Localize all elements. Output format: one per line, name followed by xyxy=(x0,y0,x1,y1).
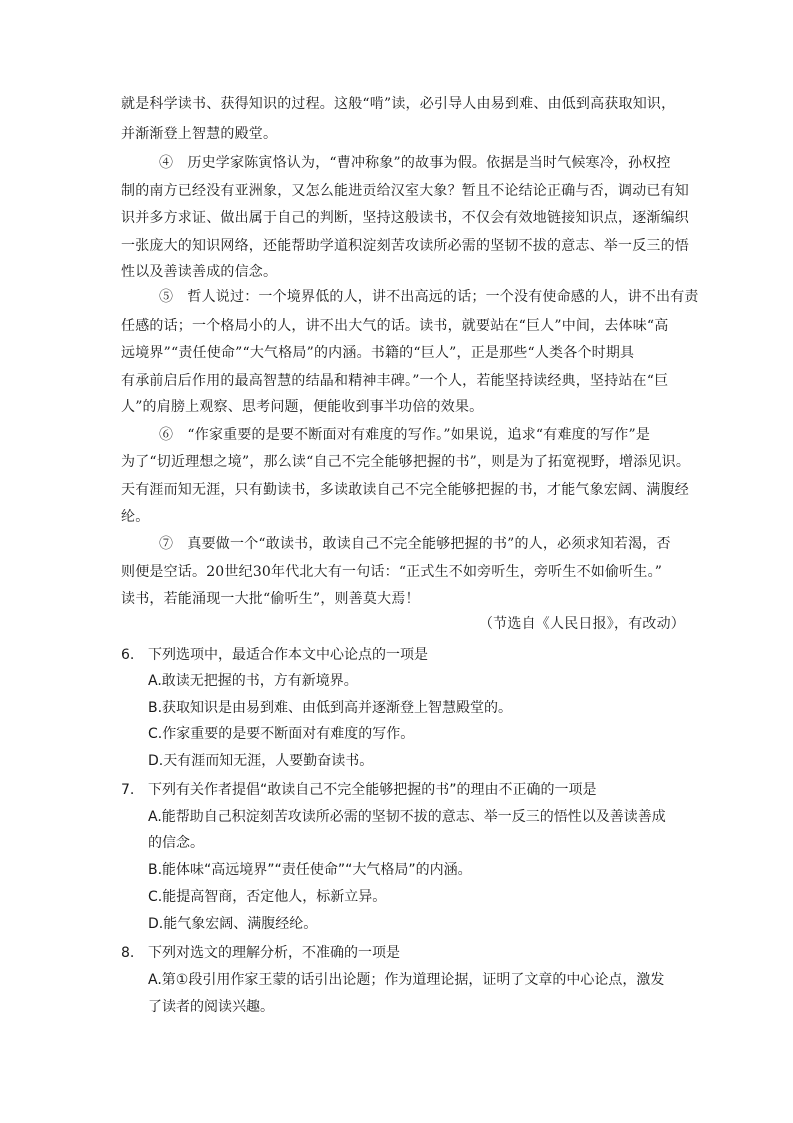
paragraph-6-start: ⑥ “作家重要的是要不断面对有难度的写作。”如果说，追求“有难度的写作”是 xyxy=(159,427,651,443)
paragraph-4-start: ④ 历史学家陈寅恪认为，“曹冲称象”的故事为假。依据是当时气候寒冷，孙权控 xyxy=(159,155,671,171)
passage-line: 并渐渐登上智慧的殿堂。 xyxy=(121,126,278,142)
passage-line: 识并多方求证、做出属于自己的判断，坚持这般读书，不仅会有效地链接知识点，逐渐编织 xyxy=(121,210,689,226)
question-8-option-a: A.第①段引用作家王蒙的话引出论题；作为道理论据，证明了文章的中心论点，激发 xyxy=(148,972,665,988)
passage-line: 远境界”“责任使命”“大气格局”的内涵。书籍的“巨人”，正是那些“人类各个时期具 xyxy=(121,345,635,361)
question-8-number: 8. xyxy=(121,945,135,961)
question-7-option-d: D.能气象宏阔、满腹经纶。 xyxy=(148,916,318,932)
passage-line: 纶。 xyxy=(121,509,150,525)
question-6-stem: 下列选项中，最适合作本文中心论点的一项是 xyxy=(148,647,428,663)
question-7-option-a-cont: 的信念。 xyxy=(148,835,204,851)
question-6-option-b: B.获取知识是由易到难、由低到高并逐渐登上智慧殿堂的。 xyxy=(148,700,513,716)
passage-line: 性以及善读善成的信念。 xyxy=(121,264,278,280)
passage-line: 读书，若能涌现一大批“偷听生”，则善莫大焉！ xyxy=(121,591,420,607)
passage-line: 天有涯而知无涯，只有勤读书，多读敢读自己不完全能够把握的书，才能气象宏阔、满腹经 xyxy=(121,482,689,498)
question-7-stem: 下列有关作者提倡“敢读自己不完全能够把握的书”的理由不正确的一项是 xyxy=(148,782,597,798)
question-6-option-a: A.敢读无把握的书，方有新境界。 xyxy=(148,673,358,689)
passage-line: 有承前启后作用的最高智慧的结晶和精神丰碑。”一个人，若能坚持读经典，坚持站在“巨 xyxy=(121,373,669,389)
question-6-option-c: C.作家重要的是要不断面对有难度的写作。 xyxy=(148,726,415,742)
passage-line: 为了“切近理想之境”，那么读“自己不完全能够把握的书”，则是为了拓宽视野，增添见识。 xyxy=(121,454,691,470)
question-7-number: 7. xyxy=(121,782,135,798)
passage-line: 人”的肩膀上观察、思考问题，便能收到事半功倍的效果。 xyxy=(121,399,484,415)
question-8-option-a-cont: 了读者的阅读兴趣。 xyxy=(148,999,274,1015)
passage-line: 就是科学读书、获得知识的过程。这般“啃”读，必引导人由易到难、由低到高获取知识， xyxy=(121,96,676,112)
passage-line: 任感的话；一个格局小的人，讲不出大气的话。读书，就要站在“巨人”中间，去体味“高 xyxy=(121,318,669,334)
question-7-option-b: B.能体味“高远境界”“责任使命”“大气格局”的内涵。 xyxy=(148,862,472,878)
question-7-option-c: C.能提高智商，否定他人，标新立异。 xyxy=(148,889,387,905)
paragraph-5-start: ⑤ 哲人说过：一个境界低的人，讲不出高远的话；一个没有使命感的人，讲不出有责 xyxy=(159,289,699,305)
passage-line: 制的南方已经没有亚洲象，又怎么能进贡给汉室大象？暂且不论结论正确与否，调动已有知 xyxy=(121,183,689,199)
paragraph-7-start: ⑦ 真要做一个“敢读书，敢读自己不完全能够把握的书”的人，必须求知若渴，否 xyxy=(159,536,671,552)
question-8-stem: 下列对选文的理解分析，不准确的一项是 xyxy=(148,945,400,961)
passage-line: 则便是空话。20世纪30年代北大有一句话：“正式生不如旁听生，旁听生不如偷听生。” xyxy=(121,564,663,580)
question-6-number: 6. xyxy=(121,647,135,663)
passage-line: 一张庞大的知识网络，还能帮助学道积淀刻苦攻读所必需的坚韧不拔的意志、举一反三的悟 xyxy=(121,238,689,254)
question-7-option-a: A.能帮助自己积淀刻苦攻读所必需的坚韧不拔的意志、举一反三的悟性以及善读善成 xyxy=(148,809,666,825)
source-note: （节选自《人民日报》，有改动） xyxy=(479,616,685,632)
question-6-option-d: D.天有涯而知无涯，人要勤奋读书。 xyxy=(148,753,374,769)
